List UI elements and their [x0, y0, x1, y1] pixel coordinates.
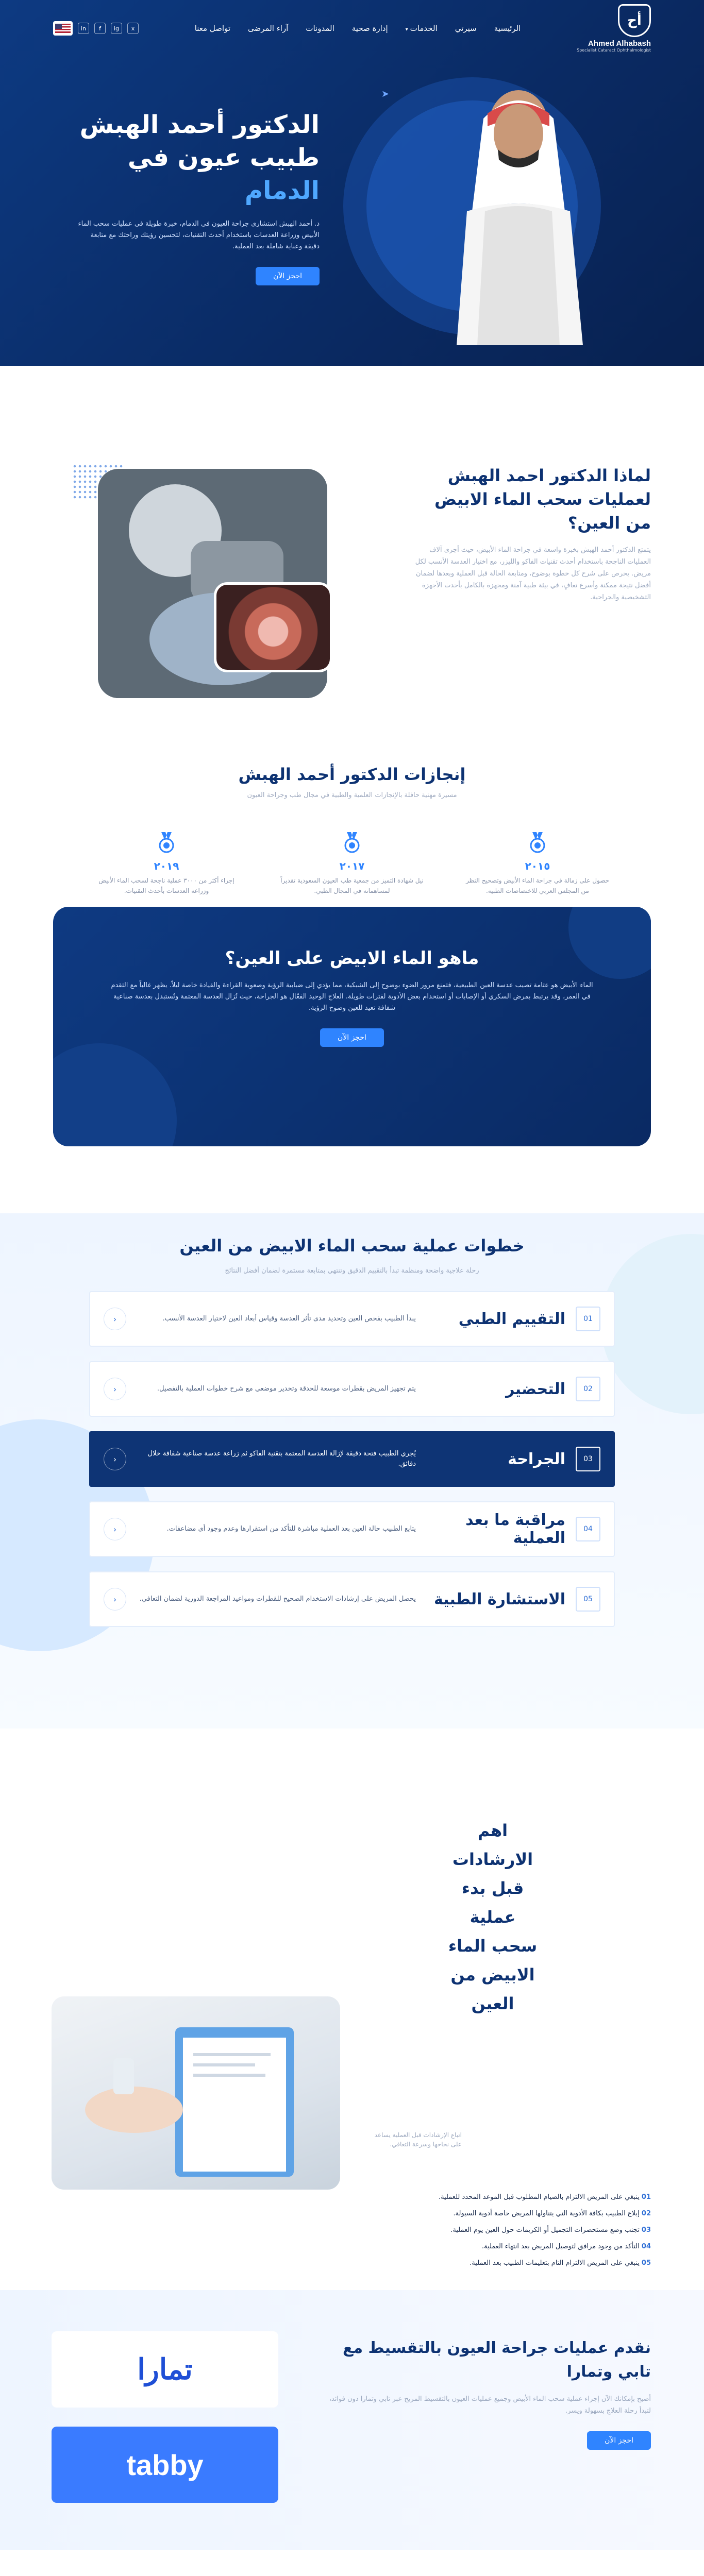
guidelines-list	[362, 2192, 651, 2275]
hero-description: د. أحمد الهبش استشاري جراحة العيون في الدمام، خبرة طويلة في عمليات سحب الماء الأبيض وزراعة العدسات باستخدام أحدث التقنيات، لتحسين رؤيتك وراحتك مع متابعة دقيقة وعناية شاملة بعد العملية.	[78, 220, 320, 250]
hero-text	[0, 108, 320, 285]
step-item-5[interactable]	[89, 1571, 615, 1627]
guideline-text: إبلاغ الطبيب بكافة الأدوية التي يتناولها المريض خاصة أدوية السيولة.	[453, 2210, 640, 2217]
step-title: التقييم الطبي	[458, 1310, 565, 1328]
guidelines-section	[0, 1728, 704, 2267]
guideline-item	[362, 2242, 651, 2252]
step-item-1[interactable]	[89, 1291, 615, 1347]
why-title: لماذا الدكتور احمد الهبش لعمليات سحب الماء الابيض من العين؟	[434, 466, 651, 533]
chevron-down-icon: ▾	[405, 27, 408, 32]
language-switcher[interactable]	[53, 21, 73, 36]
cataract-info-box	[53, 907, 651, 1146]
main-nav	[195, 24, 521, 33]
step-description: يحصل المريض على إرشادات الاستخدام الصحيح للقطرات ومواعيد المراجعة الدورية لضمان التعافي.	[139, 1595, 416, 1603]
guideline-item	[362, 2209, 651, 2219]
step-number: 05	[576, 1587, 600, 1612]
achievement-item	[280, 830, 424, 896]
doctor-photo	[436, 77, 601, 345]
nav-contact[interactable]: تواصل معنا	[194, 24, 231, 33]
hero-title-highlight: الدمام	[244, 176, 320, 205]
clipboard-illustration	[52, 1996, 340, 2190]
instagram-icon[interactable]: ig	[111, 23, 122, 34]
step-description: يبدأ الطبيب بفحص العين وتحديد مدى تأثر العدسة وقياس أبعاد العين لاختيار العدسة الأنسب.	[162, 1315, 416, 1323]
logo-name: Ahmed Alhabash	[588, 39, 651, 48]
step-item-2[interactable]	[89, 1361, 615, 1417]
step-title: التحضير	[506, 1380, 565, 1398]
achievement-item	[465, 830, 610, 896]
why-text	[409, 464, 651, 603]
installments-description: أصبح بإمكانك الآن إجراء عملية سحب الماء الأبيض وجميع عمليات العيون بالتقسيط المريح عبر تابي وتمارا دون فوائد، لتبدأ رحلة العلاج بسهولة ويسر.	[329, 2395, 651, 2415]
hero-section	[0, 0, 704, 366]
installments-text	[321, 2336, 651, 2450]
tamara-logo-text: تمارا	[137, 2353, 193, 2385]
tabby-logo	[52, 2427, 278, 2503]
hero-title-line2: طبيب عيون في	[127, 143, 320, 172]
nav-health[interactable]: إدارة صحية	[351, 24, 388, 33]
step-item-3[interactable]	[89, 1431, 615, 1487]
installments-book-button[interactable]: احجز الآن	[587, 2431, 651, 2450]
tabby-logo-text: tabby	[126, 2448, 204, 2481]
guideline-number: 01	[641, 2193, 651, 2201]
step-title: الاستشارة الطبية	[433, 1590, 565, 1608]
arrow-left-icon: ‹	[104, 1378, 126, 1400]
guideline-text: التأكد من وجود مرافق لتوصيل المريض بعد انتهاء العملية.	[481, 2243, 640, 2250]
steps-title: خطوات عملية سحب الماء الابيض من العين	[179, 1236, 525, 1256]
logo-mark: أح	[618, 4, 651, 37]
steps-section	[0, 1213, 704, 1728]
guideline-text: ينبغي على المريض الالتزام بالصيام المطلوب قبل الموعد المحدد للعملية.	[438, 2193, 640, 2201]
steps-header	[0, 1234, 704, 1277]
guideline-item	[362, 2192, 651, 2202]
nav-services[interactable]	[406, 24, 438, 33]
step-number: 02	[576, 1377, 600, 1401]
achievement-year: ٢٠١٥	[525, 860, 550, 872]
achievement-year: ٢٠١٧	[339, 860, 365, 872]
step-description: يتابع الطبيب حالة العين بعد العملية مباشرة للتأكد من استقرارها وعدم وجود أي مضاعفات.	[166, 1525, 416, 1533]
paper-plane-icon: ➤	[381, 89, 390, 99]
installments-section	[0, 2290, 704, 2550]
guideline-text: تجنب وضع مستحضرات التجميل أو الكريمات حول العين يوم العملية.	[450, 2226, 640, 2234]
guideline-item	[362, 2225, 651, 2235]
step-item-4[interactable]	[89, 1501, 615, 1557]
arrow-left-icon: ‹	[104, 1588, 126, 1611]
step-description: يُجري الطبيب فتحة دقيقة لإزالة العدسة المعتمة بتقنية الفاكو ثم زراعة عدسة صناعية شفافة خلال دقائق.	[147, 1450, 416, 1468]
nav-home[interactable]: الرئيسية	[494, 24, 521, 33]
step-title: الجراحة	[508, 1450, 565, 1468]
achievements-title: إنجازات الدكتور أحمد الهبش	[238, 765, 466, 784]
guideline-number: 04	[641, 2243, 651, 2250]
nav-about[interactable]: سيرتي	[455, 24, 477, 33]
achievement-text: إجراء أكثر من ٣٠٠٠ عملية ناجحة لسحب الماء الأبيض وزراعة العدسات بأحدث التقنيات.	[98, 877, 234, 894]
step-title: مراقبة ما بعد العملية	[465, 1511, 565, 1547]
header-tools	[53, 21, 139, 36]
guideline-number: 02	[641, 2210, 651, 2217]
why-section	[0, 366, 704, 696]
nav-reviews[interactable]: آراء المرضى	[248, 24, 289, 33]
guideline-text: ينبغي على المريض الالتزام التام بتعليمات الطبيب بعد العملية.	[470, 2259, 640, 2267]
arrow-left-icon: ‹	[104, 1448, 126, 1470]
hero-book-button[interactable]: احجز الآن	[256, 267, 320, 285]
x-icon[interactable]: x	[127, 23, 139, 34]
installments-title: نقدم عمليات جراحة العيون بالتقسيط مع تابي وتمارا	[342, 2339, 651, 2381]
step-number: 03	[576, 1447, 600, 1471]
tamara-logo	[52, 2331, 278, 2408]
medal-icon	[340, 830, 364, 855]
achievements-subtitle: مسيرة مهنية حافلة بالإنجازات العلمية والطبية في مجال طب وجراحة العيون	[247, 791, 457, 799]
medal-icon	[154, 830, 179, 855]
site-header	[0, 0, 704, 57]
eye-closeup-photo	[214, 582, 332, 672]
step-number: 01	[576, 1307, 600, 1331]
step-number: 04	[576, 1517, 600, 1541]
medical-form-photo	[52, 1996, 340, 2190]
linkedin-icon[interactable]: in	[78, 23, 89, 34]
guidelines-title: اهم الارشادات قبل بدء عملية سحب الماء الابيض من العين	[448, 1821, 538, 2013]
guideline-item	[362, 2258, 651, 2268]
nav-services-label: الخدمات	[410, 24, 438, 33]
logo-subtitle: Specialist Cataract Ophthalmologist	[577, 48, 651, 53]
cataract-title: ماهو الماء الابيض على العين؟	[225, 948, 479, 969]
achievement-text: نيل شهادة التميز من جمعية طب العيون السعودية تقديراً لمساهماته في المجال الطبي.	[280, 877, 424, 894]
box-circle-decoration	[53, 1043, 177, 1146]
arrow-left-icon: ‹	[104, 1308, 126, 1330]
step-description: يتم تجهيز المريض بقطرات موسعة للحدقة وتخدير موضعي مع شرح خطوات العملية بالتفصيل.	[157, 1385, 416, 1393]
hero-title	[77, 108, 320, 207]
achievement-year: ٢٠١٩	[154, 860, 179, 872]
medal-icon	[525, 830, 550, 855]
arrow-left-icon: ‹	[104, 1518, 126, 1540]
site-logo[interactable]	[577, 4, 651, 53]
hero-body	[0, 57, 704, 366]
why-description: يتمتع الدكتور أحمد الهبش بخبرة واسعة في جراحة الماء الأبيض، حيث أجرى آلاف العمليات الناجحة باستخدام أحدث تقنيات الفاكو والليزر، مع اختيار العدسة الأنسب لكل مريض. يحرص على شرح كل خطوة بوضوح، ومتابعة الحالة قبل العملية وبعدها لضمان أفضل نتيجة ممكنة وأسرع تعافٍ، في بيئة طبية آمنة ومجهزة بالكامل بأحدث الأجهزة التشخيصية والجراحية.	[415, 546, 651, 601]
achievement-item	[94, 830, 239, 896]
cataract-book-button[interactable]: احجز الآن	[320, 1028, 384, 1047]
nav-blog[interactable]: المدونات	[306, 24, 334, 33]
hero-title-line1: الدكتور أحمد الهبش	[79, 110, 320, 139]
steps-subtitle: رحلة علاجية واضحة ومنظمة تبدأ بالتقييم الدقيق وتنتهي بمتابعة مستمرة لضمان أفضل النتائج	[225, 1267, 479, 1275]
us-flag-icon	[55, 24, 71, 33]
achievements-grid	[94, 830, 610, 896]
cataract-description: الماء الأبيض هو عتامة تصيب عدسة العين الطبيعية، فتمنع مرور الضوء بوضوح إلى الشبكية، مما يؤدي إلى ضبابية الرؤية وصعوبة القراءة والقيادة خاصة ليلاً. يظهر غالباً مع التقدم في العمر، وقد يرتبط بمرض السكري أو الإصابات أو استخدام بعض الأدوية لفترات طويلة. العلاج الوحيد الفعّال هو الجراحة، حيث تُزال العدسة المعتمة وتُستبدل بعدسة صناعية شفافة تعيد للعين وضوح الرؤية.	[111, 981, 593, 1012]
guideline-number: 03	[641, 2226, 651, 2234]
achievement-text: حصول على زمالة في جراحة الماء الأبيض وتصحيح النظر من المجلس العربي للاختصاصات الطبية.	[465, 877, 610, 894]
facebook-icon[interactable]: f	[94, 23, 106, 34]
guidelines-side-text: اتباع الإرشادات قبل العملية يساعد على نجاحها وسرعة التعافي.	[374, 2131, 462, 2148]
guideline-number: 05	[641, 2259, 651, 2267]
achievements-section	[0, 696, 704, 907]
